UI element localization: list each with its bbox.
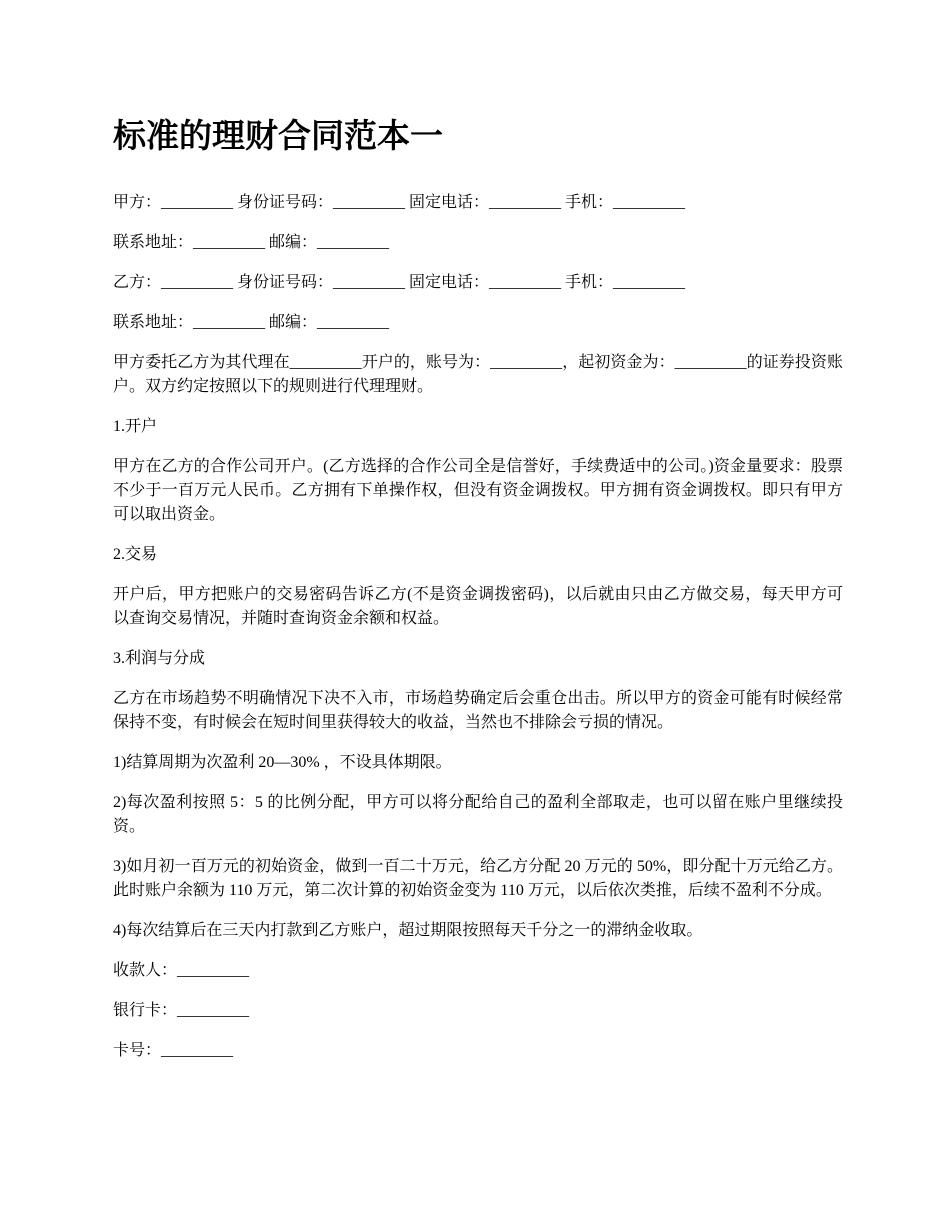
card-number-field: 卡号：_________ [113,1042,234,1059]
bank-card-field: 银行卡：_________ [113,1002,250,1019]
entrustment-paragraph: 甲方委托乙方为其代理在_________开户的，账号为：_________，起初资金为：_________的证券投资账户。双方约定按照以下的规则进行代理理财。 [113,354,843,395]
section-heading-account-opening: 1.开户 [113,418,158,435]
section-heading-trading: 2.交易 [113,546,158,563]
party-b-address: 联系地址：_________ 邮编：_________ [113,314,390,331]
party-a-info: 甲方：_________ 身份证号码：_________ 固定电话：_________ 手机：_________ [113,194,686,211]
clause-payment-deadline: 4)每次结算后在三天内打款到乙方账户，超过期限按照每天千分之一的滞纳金收取。 [113,922,703,939]
profit-sharing-paragraph: 乙方在市场趋势不明确情况下决不入市，市场趋势确定后会重仓出击。所以甲方的资金可能有时候经常保持不变，有时候会在短时间里获得较大的收益，当然也不排除会亏损的情况。 [113,690,843,731]
document-title: 标准的理财合同范本一 [113,119,443,155]
section-heading-profit-sharing: 3.利润与分成 [113,650,206,667]
document-page [113,110,843,1079]
clause-settlement-cycle: 1)结算周期为次盈利 20—30% ，不设具体期限。 [113,754,452,771]
party-b-info: 乙方：_________ 身份证号码：_________ 固定电话：_________ 手机：_________ [113,274,686,291]
account-opening-paragraph: 甲方在乙方的合作公司开户。(乙方选择的合作公司全是信誉好，手续费适中的公司。)资金量要求：股票不少于一百万元人民币。乙方拥有下单操作权，但没有资金调拨权。甲方拥有资金调拨权。即只有甲方可以取出资金。 [113,458,843,523]
trading-paragraph: 开户后，甲方把账户的交易密码告诉乙方(不是资金调拨密码)，以后就由只由乙方做交易，每天甲方可以查询交易情况，并随时查询资金余额和权益。 [113,586,843,627]
party-a-address: 联系地址：_________ 邮编：_________ [113,234,390,251]
payee-field: 收款人：_________ [113,962,250,979]
clause-example: 3)如月初一百万元的初始资金，做到一百二十万元，给乙方分配 20 万元的 50%，即分配十万元给乙方。此时账户余额为 110 万元，第二次计算的初始资金变为 110 万元，以后依次类推，后续不盈利不分成。 [113,858,843,899]
clause-profit-ratio: 2)每次盈利按照 5：5 的比例分配，甲方可以将分配给自己的盈利全部取走，也可以留在账户里继续投资。 [113,794,843,835]
